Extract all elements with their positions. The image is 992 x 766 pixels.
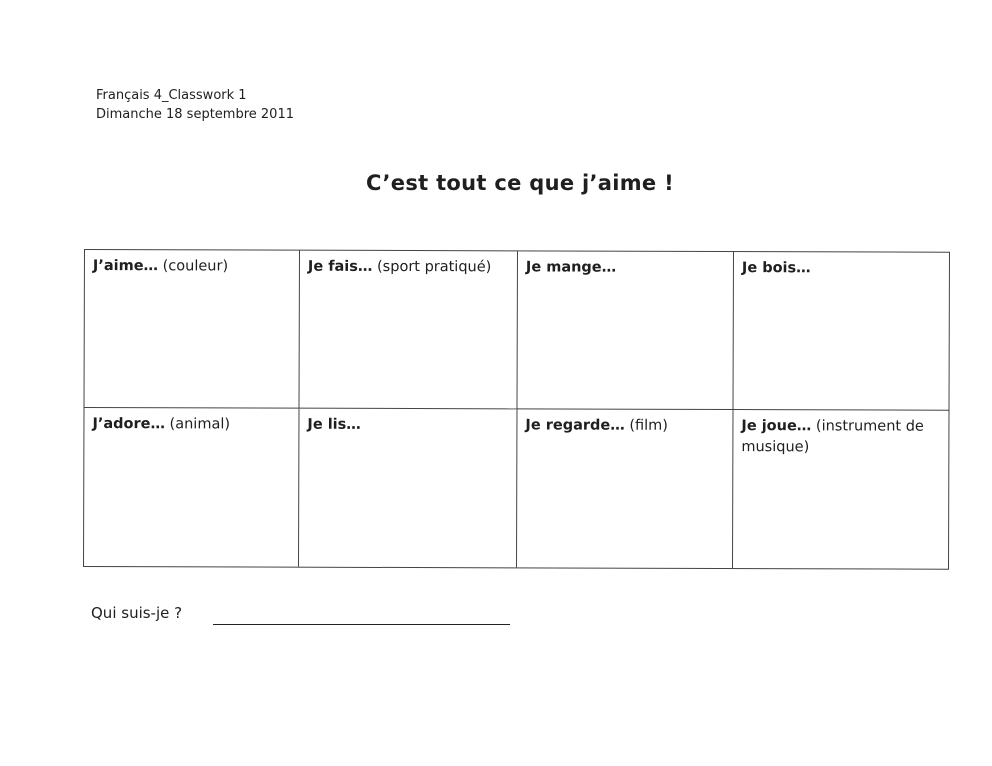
worksheet-header bbox=[96, 86, 294, 124]
cell-prompt: Je lis… bbox=[307, 416, 361, 433]
class-label: Français 4_Classwork 1 bbox=[96, 88, 247, 103]
grid-cell-sport[interactable] bbox=[299, 251, 517, 410]
cell-prompt: Je regarde… bbox=[525, 417, 625, 434]
grid-cell-film[interactable] bbox=[517, 409, 733, 568]
grid-cell-couleur[interactable] bbox=[85, 250, 300, 409]
preferences-grid bbox=[83, 249, 950, 570]
date-label: Dimanche 18 septembre 2011 bbox=[96, 107, 294, 122]
answer-line[interactable] bbox=[213, 624, 510, 625]
cell-hint: (couleur) bbox=[158, 258, 229, 275]
cell-prompt: Je bois… bbox=[741, 260, 811, 277]
grid-cell-instrument[interactable] bbox=[733, 410, 948, 569]
grid-cell-bois[interactable] bbox=[733, 252, 948, 411]
cell-hint: (film) bbox=[624, 417, 668, 434]
grid-cell-mange[interactable] bbox=[517, 251, 733, 410]
cell-hint: (instrument de musique) bbox=[741, 418, 924, 456]
cell-prompt: Je fais… bbox=[307, 258, 373, 275]
cell-prompt: Je mange… bbox=[525, 259, 617, 276]
cell-prompt: Je joue… bbox=[741, 418, 812, 435]
cell-prompt: J’adore… bbox=[92, 416, 165, 433]
grid-cell-lis[interactable] bbox=[299, 409, 517, 568]
cell-hint: (animal) bbox=[164, 416, 231, 433]
page-title: C’est tout ce que j’aime ! bbox=[366, 171, 674, 195]
cell-prompt: J’aime… bbox=[92, 258, 159, 275]
grid-cell-animal[interactable] bbox=[84, 408, 299, 567]
cell-hint: (sport pratiqué) bbox=[372, 258, 492, 276]
who-am-i-question: Qui suis-je ? bbox=[91, 604, 183, 622]
